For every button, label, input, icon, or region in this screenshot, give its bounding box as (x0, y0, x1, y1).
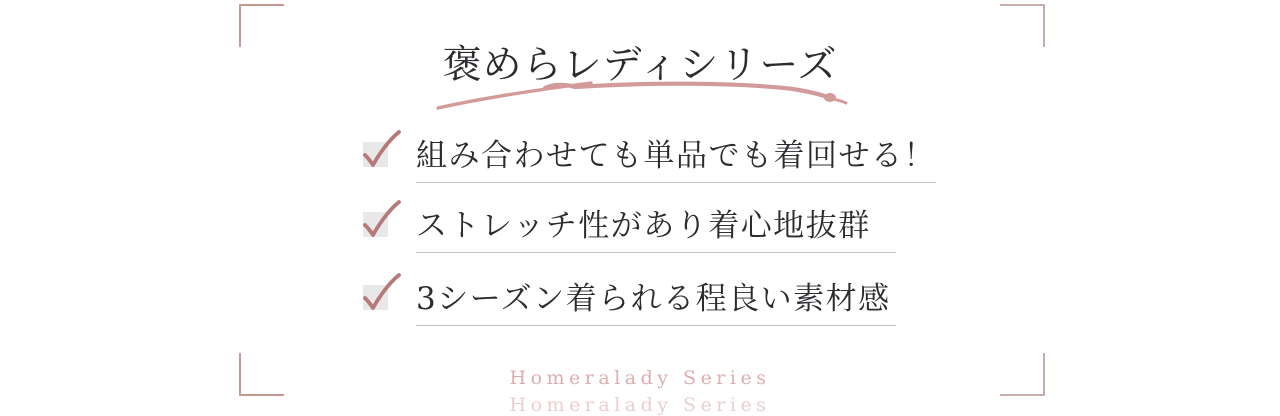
feature-item (363, 279, 896, 326)
corner-bracket-top-left-icon (239, 4, 284, 47)
feature-item (363, 136, 936, 183)
feature-label: ストレッチ性があり着心地抜群 (416, 208, 871, 244)
series-name-footer-clipped: Homeralady Series (509, 394, 771, 416)
feature-label: 組み合わせても単品でも着回せる！ (416, 138, 936, 174)
checkmark-icon (363, 212, 388, 237)
series-name-footer: Homeralady Series (509, 367, 771, 389)
feature-label: 3シーズン着られる程良い素材感 (416, 281, 891, 317)
feature-item (363, 206, 896, 253)
page-title: 褒めらレディシリーズ (442, 43, 838, 89)
corner-bracket-top-right-icon (1000, 4, 1045, 47)
checkmark-icon (363, 142, 388, 167)
hand-drawn-swoosh-icon (433, 82, 853, 116)
checkmark-icon (363, 285, 388, 310)
